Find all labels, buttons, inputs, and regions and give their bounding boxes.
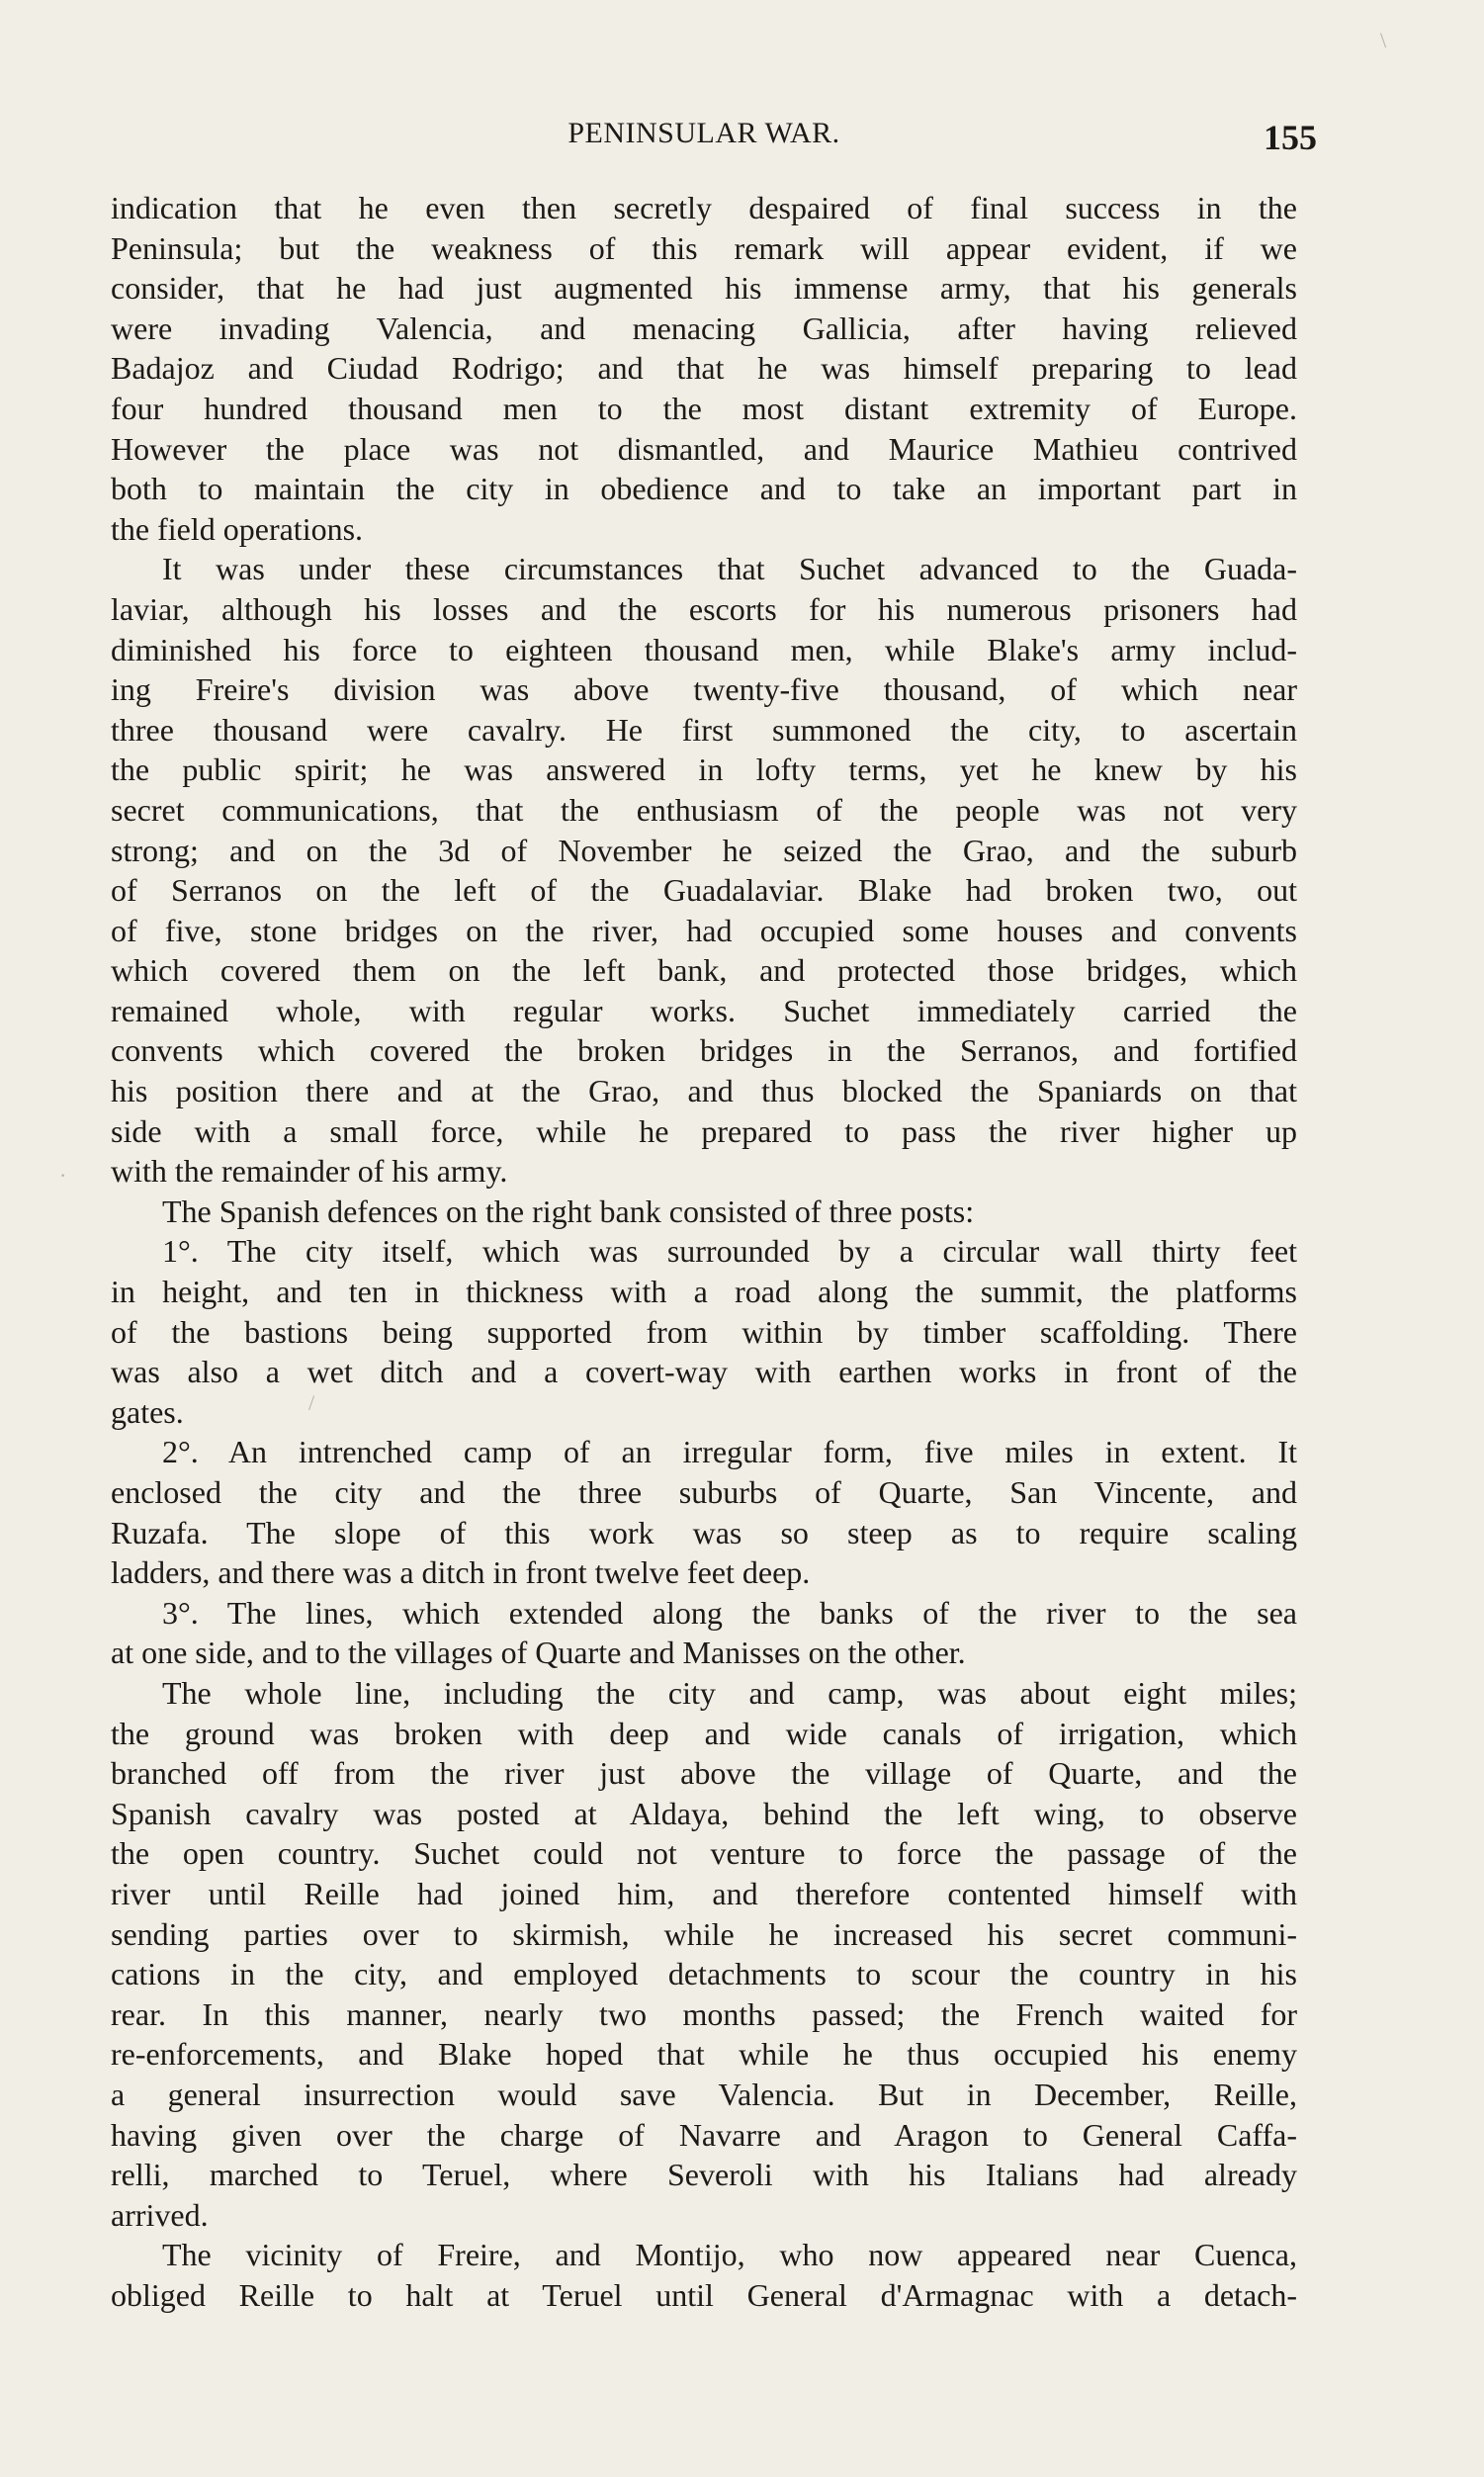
text-line: diminished his force to eighteen thousand men, while Blake's army includ- — [111, 631, 1297, 667]
text-line: ladders, and there was a ditch in front twelve feet deep. — [111, 1554, 811, 1591]
text-line: sending parties over to skirmish, while he increased his secret communi- — [111, 1915, 1297, 1952]
text-line: was also a wet ditch and a covert-way with earthen works in front of the — [111, 1354, 1297, 1390]
text-line: Peninsula; but the weakness of this remark will appear evident, if we — [111, 229, 1297, 266]
text-line: 3°. The lines, which extended along the banks of the river to the sea — [162, 1594, 1297, 1631]
paper-speck: / — [308, 1390, 315, 1415]
text-line: strong; and on the 3d of November he seized the Grao, and the suburb — [111, 832, 1297, 868]
text-line: 1°. The city itself, which was surrounded by a circular wall thirty feet — [162, 1233, 1297, 1270]
text-line: However the place was not dismantled, and Maurice Mathieu contrived — [111, 430, 1297, 467]
text-line: laviar, although his losses and the escorts for his numerous prisoners had — [111, 590, 1297, 627]
text-line: secret communications, that the enthusiasm of the people was not very — [111, 791, 1297, 828]
text-line: The Spanish defences on the right bank consisted of three posts: — [162, 1193, 975, 1229]
text-line: the ground was broken with deep and wide canals of irrigation, which — [111, 1715, 1297, 1751]
text-line: were invading Valencia, and menacing Gallicia, after having relieved — [111, 310, 1297, 346]
text-line: in height, and ten in thickness with a road along the summit, the platforms — [111, 1274, 1297, 1310]
paper-speck: \ — [1380, 28, 1387, 52]
running-head — [111, 111, 1317, 170]
text-line: three thousand were cavalry. He first summoned the city, to ascertain — [111, 711, 1297, 748]
text-line: having given over the charge of Navarre and Aragon to General Caffa- — [111, 2116, 1297, 2153]
text-line: branched off from the river just above the village of Quarte, and the — [111, 1755, 1297, 1792]
text-line: re-enforcements, and Blake hoped that while he thus occupied his enemy — [111, 2036, 1297, 2073]
text-line: the open country. Suchet could not venture to force the passage of the — [111, 1835, 1297, 1872]
text-line: enclosed the city and the three suburbs of Quarte, San Vincente, and — [111, 1474, 1297, 1510]
text-line: with the remainder of his army. — [111, 1153, 508, 1190]
text-line: the public spirit; he was answered in lofty terms, yet he knew by his — [111, 752, 1297, 788]
body-text — [111, 188, 1297, 2315]
text-line: Spanish cavalry was posted at Aldaya, behind the left wing, to observe — [111, 1795, 1297, 1831]
text-line: river until Reille had joined him, and therefore contented himself with — [111, 1875, 1297, 1911]
text-line: consider, that he had just augmented his immense army, that his generals — [111, 270, 1297, 307]
text-line: Badajoz and Ciudad Rodrigo; and that he was himself preparing to lead — [111, 350, 1297, 387]
text-line: the field operations. — [111, 510, 364, 547]
text-line: rear. In this manner, nearly two months passed; the French waited for — [111, 1995, 1297, 2032]
text-line: a general insurrection would save Valencia. But in December, Reille, — [111, 2076, 1297, 2112]
text-line: his position there and at the Grao, and thus blocked the Spaniards on that — [111, 1073, 1297, 1109]
text-line: The vicinity of Freire, and Montijo, who now appeared near Cuenca, — [162, 2237, 1297, 2273]
text-line: relli, marched to Teruel, where Severoli with his Italians had already — [111, 2157, 1297, 2193]
text-line: Ruzafa. The slope of this work was so steep as to require scaling — [111, 1514, 1297, 1550]
text-line: of the bastions being supported from within by timber scaffolding. There — [111, 1313, 1297, 1350]
text-line: The whole line, including the city and camp, was about eight miles; — [162, 1674, 1297, 1711]
text-line: convents which covered the broken bridges in the Serranos, and fortified — [111, 1032, 1297, 1069]
text-line: indication that he even then secretly despaired of final success in the — [111, 190, 1297, 225]
text-line: 2°. An intrenched camp of an irregular form, five miles in extent. It — [162, 1434, 1297, 1470]
text-line: obliged Reille to halt at Teruel until General d'Armagnac with a detach- — [111, 2276, 1297, 2313]
text-line: side with a small force, while he prepared to pass the river higher up — [111, 1112, 1297, 1149]
text-line: which covered them on the left bank, and protected those bridges, which — [111, 952, 1297, 989]
text-line: ing Freire's division was above twenty-five thousand, of which near — [111, 671, 1297, 708]
text-line: cations in the city, and employed detachments to scour the country in his — [111, 1956, 1297, 1992]
text-line: of Serranos on the left of the Guadalaviar. Blake had broken two, out — [111, 872, 1297, 909]
page-number: 155 — [1264, 118, 1317, 157]
text-line: gates. — [111, 1393, 184, 1430]
text-line: remained whole, with regular works. Suchet immediately carried the — [111, 992, 1297, 1028]
text-line: at one side, and to the villages of Quarte and Manisses on the other. — [111, 1635, 966, 1671]
text-line: both to maintain the city in obedience and to take an important part in — [111, 471, 1297, 507]
text-line: It was under these circumstances that Suchet advanced to the Guada- — [162, 551, 1297, 587]
paper-speck: · — [59, 1163, 67, 1188]
text-line: of five, stone bridges on the river, had occupied some houses and convents — [111, 912, 1297, 948]
text-line: four hundred thousand men to the most distant extremity of Europe. — [111, 390, 1297, 426]
running-head-title: PENINSULAR WAR. — [567, 117, 840, 149]
text-line: arrived. — [111, 2196, 209, 2233]
